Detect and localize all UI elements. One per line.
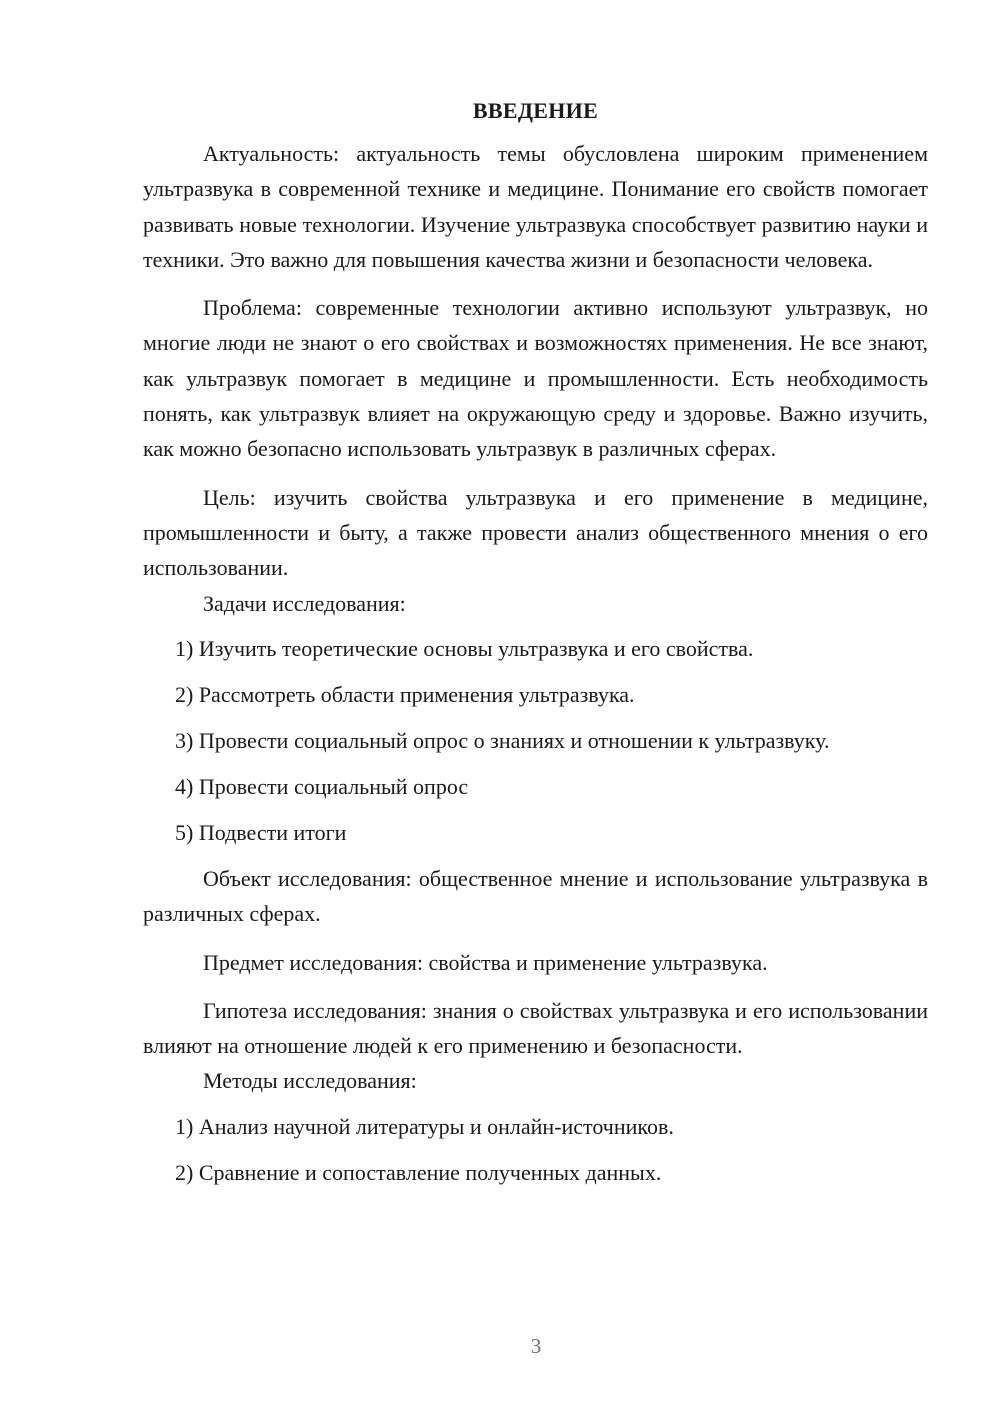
task-item: 4) Провести социальный опрос [175,774,469,800]
relevance-paragraph: Актуальность: актуальность темы обусловлена широким применением ультразвука в современной технике и медицине. Понимание его свойств помогает развивать новые технологии. Изучение ультразвука способствует развитию науки и техники. Это важно для повышения качества жизни и безопасности человека. [143,141,928,272]
problem-paragraph: Проблема: современные технологии активно используют ультразвук, но многие люди не знают о его свойствах и возможностях применения. Не все знают, как ультразвук помогает в медицине и промышленности. Есть необходимость понять, как ультразвук влияет на окружающую среду и здоровье. Важно изучить, как можно безопасно использовать ультразвук в различных сферах. [143,295,928,462]
page-number: 3 [530,1334,542,1358]
task-item: 5) Подвести итоги [175,820,347,846]
method-item: 1) Анализ научной литературы и онлайн-источников. [175,1114,674,1140]
document-title: ВВЕДЕНИЕ [472,98,599,123]
task-item: 2) Рассмотреть области применения ультразвука. [175,682,635,708]
tasks-heading: Задачи исследования: [203,590,406,616]
hypothesis-paragraph: Гипотеза исследования: знания о свойствах ультразвука и его использовании влияют на отношение людей к его применению и безопасности. [143,997,928,1059]
goal-paragraph: Цель: изучить свойства ультразвука и его применение в медицине, промышленности и быту, а также провести анализ общественного мнения о его использовании. [143,484,928,581]
object-paragraph: Объект исследования: общественное мнение и использование ультразвука в различных сферах. [143,865,928,927]
task-item: 3) Провести социальный опрос о знаниях и отношении к ультразвуку. [175,728,830,754]
methods-heading: Методы исследования: [203,1068,417,1094]
subject-paragraph: Предмет исследования: свойства и применение ультразвука. [203,949,768,975]
methods-list [143,1109,928,1190]
method-item: 2) Сравнение и сопоставление полученных данных. [175,1160,662,1186]
task-item: 1) Изучить теоретические основы ультразвука и его свойства. [175,636,754,662]
document-page [143,96,928,1190]
tasks-list [143,631,928,850]
